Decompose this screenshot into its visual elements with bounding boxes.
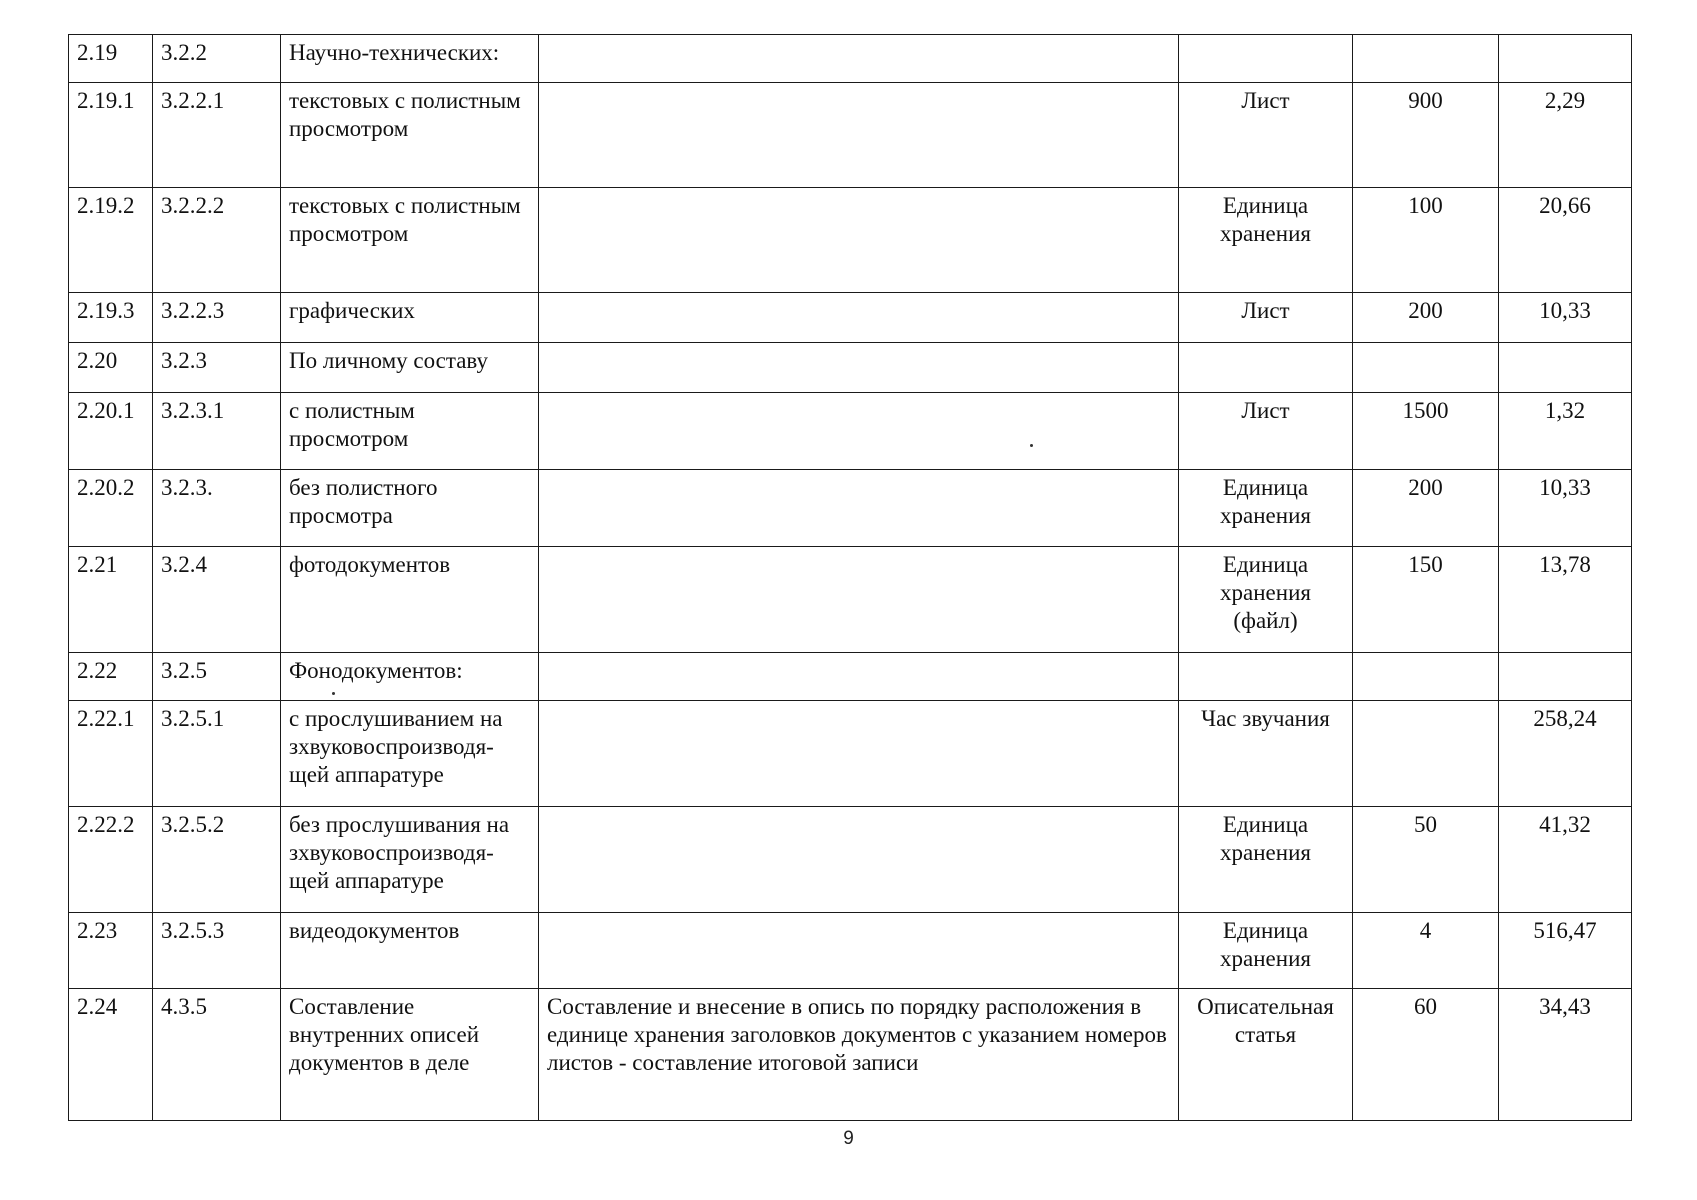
row-name-cell: По личному составу bbox=[281, 343, 539, 393]
row-unit-cell: Единица хранения bbox=[1179, 807, 1353, 913]
row-description-cell bbox=[539, 293, 1179, 343]
row-quantity-cell: 900 bbox=[1353, 83, 1499, 188]
table-row bbox=[69, 393, 1632, 470]
row-price-cell: 10,33 bbox=[1499, 470, 1632, 547]
row-number-cell: 2.24 bbox=[69, 989, 153, 1121]
row-name-cell: графических bbox=[281, 293, 539, 343]
row-code-cell: 3.2.2 bbox=[153, 35, 281, 83]
row-name-cell: текстовых с полистным просмотром bbox=[281, 188, 539, 293]
tariff-table bbox=[68, 34, 1632, 1121]
row-number-cell: 2.20.1 bbox=[69, 393, 153, 470]
table-row bbox=[69, 653, 1632, 701]
row-name-cell: Составление внутренних описей документов в деле bbox=[281, 989, 539, 1121]
row-unit-cell: Единица хранения bbox=[1179, 470, 1353, 547]
row-description-cell bbox=[539, 701, 1179, 807]
table-row bbox=[69, 701, 1632, 807]
row-quantity-cell bbox=[1353, 653, 1499, 701]
table-row bbox=[69, 470, 1632, 547]
row-price-cell bbox=[1499, 653, 1632, 701]
row-number-cell: 2.21 bbox=[69, 547, 153, 653]
table-row bbox=[69, 35, 1632, 83]
row-code-cell: 3.2.2.3 bbox=[153, 293, 281, 343]
row-number-cell: 2.20 bbox=[69, 343, 153, 393]
row-description-cell: Составление и внесение в опись по порядку расположения в единице хранения заголовков документов с указанием номеров листов - составление итоговой записи bbox=[539, 989, 1179, 1121]
row-code-cell: 3.2.5.2 bbox=[153, 807, 281, 913]
scan-speck bbox=[332, 692, 335, 695]
row-unit-cell: Описательная статья bbox=[1179, 989, 1353, 1121]
row-price-cell: 2,29 bbox=[1499, 83, 1632, 188]
row-code-cell: 3.2.2.2 bbox=[153, 188, 281, 293]
row-description-cell bbox=[539, 343, 1179, 393]
table-row bbox=[69, 989, 1632, 1121]
row-price-cell: 10,33 bbox=[1499, 293, 1632, 343]
row-price-cell bbox=[1499, 343, 1632, 393]
row-description-cell bbox=[539, 470, 1179, 547]
row-code-cell: 3.2.5.1 bbox=[153, 701, 281, 807]
row-description-cell bbox=[539, 188, 1179, 293]
row-name-cell: без прослушивания на зхвуковоспроизводя-щей аппаратуре bbox=[281, 807, 539, 913]
row-price-cell: 41,32 bbox=[1499, 807, 1632, 913]
row-price-cell: 13,78 bbox=[1499, 547, 1632, 653]
row-price-cell: 516,47 bbox=[1499, 913, 1632, 989]
row-price-cell: 20,66 bbox=[1499, 188, 1632, 293]
row-unit-cell bbox=[1179, 35, 1353, 83]
table-row bbox=[69, 83, 1632, 188]
row-unit-cell: Лист bbox=[1179, 393, 1353, 470]
row-name-cell: Фонодокументов: bbox=[281, 653, 539, 701]
row-code-cell: 3.2.5.3 bbox=[153, 913, 281, 989]
row-quantity-cell: 4 bbox=[1353, 913, 1499, 989]
row-name-cell: фотодокументов bbox=[281, 547, 539, 653]
row-price-cell: 1,32 bbox=[1499, 393, 1632, 470]
row-code-cell: 3.2.3 bbox=[153, 343, 281, 393]
row-quantity-cell: 150 bbox=[1353, 547, 1499, 653]
row-code-cell: 3.2.4 bbox=[153, 547, 281, 653]
row-quantity-cell bbox=[1353, 35, 1499, 83]
row-description-cell bbox=[539, 807, 1179, 913]
row-quantity-cell: 200 bbox=[1353, 470, 1499, 547]
row-quantity-cell: 100 bbox=[1353, 188, 1499, 293]
row-name-cell: текстовых с полистным просмотром bbox=[281, 83, 539, 188]
table-row bbox=[69, 547, 1632, 653]
row-name-cell: без полистного просмотра bbox=[281, 470, 539, 547]
scan-speck bbox=[1030, 444, 1033, 447]
row-code-cell: 3.2.5 bbox=[153, 653, 281, 701]
table-body bbox=[69, 35, 1632, 1121]
row-unit-cell bbox=[1179, 653, 1353, 701]
row-unit-cell: Единица хранения bbox=[1179, 913, 1353, 989]
row-description-cell bbox=[539, 83, 1179, 188]
row-code-cell: 3.2.2.1 bbox=[153, 83, 281, 188]
row-description-cell bbox=[539, 653, 1179, 701]
table-row bbox=[69, 343, 1632, 393]
table-row bbox=[69, 293, 1632, 343]
table-row bbox=[69, 913, 1632, 989]
page-number: 9 bbox=[843, 1128, 854, 1149]
table-row bbox=[69, 188, 1632, 293]
row-unit-cell: Единица хранения bbox=[1179, 188, 1353, 293]
row-name-cell: с прослушиванием на зхвуковоспроизводя-щей аппаратуре bbox=[281, 701, 539, 807]
row-price-cell: 34,43 bbox=[1499, 989, 1632, 1121]
row-name-cell: с полистным просмотром bbox=[281, 393, 539, 470]
row-number-cell: 2.19.2 bbox=[69, 188, 153, 293]
row-quantity-cell bbox=[1353, 343, 1499, 393]
row-quantity-cell: 1500 bbox=[1353, 393, 1499, 470]
row-number-cell: 2.19 bbox=[69, 35, 153, 83]
row-description-cell bbox=[539, 547, 1179, 653]
row-price-cell: 258,24 bbox=[1499, 701, 1632, 807]
row-name-cell: Научно-технических: bbox=[281, 35, 539, 83]
row-quantity-cell: 50 bbox=[1353, 807, 1499, 913]
row-number-cell: 2.20.2 bbox=[69, 470, 153, 547]
row-number-cell: 2.23 bbox=[69, 913, 153, 989]
row-description-cell bbox=[539, 913, 1179, 989]
row-unit-cell: Час звучания bbox=[1179, 701, 1353, 807]
row-quantity-cell bbox=[1353, 701, 1499, 807]
table-row bbox=[69, 807, 1632, 913]
row-quantity-cell: 200 bbox=[1353, 293, 1499, 343]
row-price-cell bbox=[1499, 35, 1632, 83]
row-number-cell: 2.22.2 bbox=[69, 807, 153, 913]
row-description-cell bbox=[539, 35, 1179, 83]
row-number-cell: 2.22 bbox=[69, 653, 153, 701]
row-number-cell: 2.19.1 bbox=[69, 83, 153, 188]
row-quantity-cell: 60 bbox=[1353, 989, 1499, 1121]
row-unit-cell: Единица хранения (файл) bbox=[1179, 547, 1353, 653]
row-unit-cell: Лист bbox=[1179, 83, 1353, 188]
row-number-cell: 2.19.3 bbox=[69, 293, 153, 343]
row-code-cell: 3.2.3. bbox=[153, 470, 281, 547]
row-name-cell: видеодокументов bbox=[281, 913, 539, 989]
row-code-cell: 3.2.3.1 bbox=[153, 393, 281, 470]
row-description-cell bbox=[539, 393, 1179, 470]
row-unit-cell: Лист bbox=[1179, 293, 1353, 343]
row-unit-cell bbox=[1179, 343, 1353, 393]
row-number-cell: 2.22.1 bbox=[69, 701, 153, 807]
row-code-cell: 4.3.5 bbox=[153, 989, 281, 1121]
